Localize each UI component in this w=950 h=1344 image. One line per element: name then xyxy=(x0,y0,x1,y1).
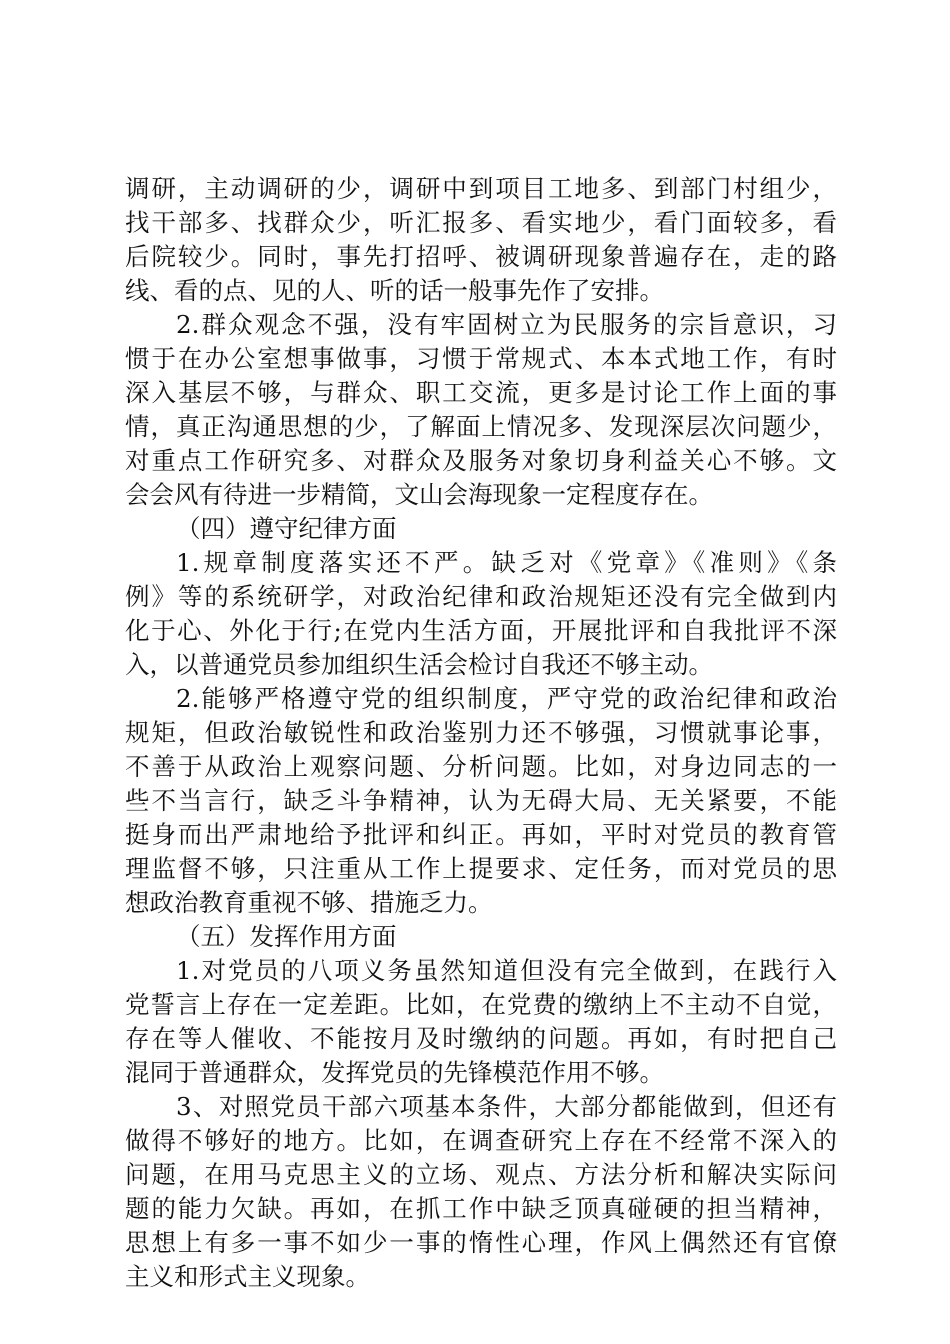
body-line: 深入基层不够，与群众、职工交流，更多是讨论工作上面的事 xyxy=(125,378,837,407)
paragraph-first-line: 1.规章制度落实还不严。缺乏对《党章》《准则》《条 xyxy=(176,548,837,577)
body-line: 调研，主动调研的少，调研中到项目工地多、到部门村组少， xyxy=(125,174,837,203)
paragraph-first-line: 2.能够严格遵守党的组织制度，严守党的政治纪律和政治 xyxy=(176,684,837,713)
section-heading: （四）遵守纪律方面 xyxy=(176,514,397,543)
body-line: 思想上有多一事不如少一事的惰性心理，作风上偶然还有官僚 xyxy=(125,1228,837,1257)
body-line: 题的能力欠缺。再如，在抓工作中缺乏顶真碰硬的担当精神， xyxy=(125,1194,837,1223)
paragraph-first-line: 3、对照党员干部六项基本条件，大部分都能做到，但还有 xyxy=(176,1092,837,1121)
body-line: 对重点工作研究多、对群众及服务对象切身利益关心不够。文 xyxy=(125,446,837,475)
body-line: 规矩，但政治敏锐性和政治鉴别力还不够强，习惯就事论事， xyxy=(125,718,837,747)
body-line: 做得不够好的地方。比如，在调查研究上存在不经常不深入的 xyxy=(125,1126,837,1155)
body-line: 线、看的点、见的人、听的话一般事先作了安排。 xyxy=(125,276,664,305)
body-line: 些不当言行，缺乏斗争精神，认为无碍大局、无关紧要，不能 xyxy=(125,786,837,815)
body-line: 不善于从政治上观察问题、分析问题。比如，对身边同志的一 xyxy=(125,752,837,781)
body-line: 例》等的系统研学，对政治纪律和政治规矩还没有完全做到内 xyxy=(125,582,837,611)
paragraph-first-line: 1.对党员的八项义务虽然知道但没有完全做到，在践行入 xyxy=(176,956,837,985)
body-line: 找干部多、找群众少，听汇报多、看实地少，看门面较多，看 xyxy=(125,208,837,237)
body-line: 挺身而出严肃地给予批评和纠正。再如，平时对党员的教育管 xyxy=(125,820,837,849)
body-line: 主义和形式主义现象。 xyxy=(125,1262,370,1291)
body-line: 问题，在用马克思主义的立场、观点、方法分析和解决实际问 xyxy=(125,1160,837,1189)
body-line: 想政治教育重视不够、措施乏力。 xyxy=(125,888,493,917)
body-line: 党誓言上存在一定差距。比如，在党费的缴纳上不主动不自觉， xyxy=(125,990,837,1019)
body-line: 惯于在办公室想事做事，习惯于常规式、本本式地工作，有时 xyxy=(125,344,837,373)
section-heading: （五）发挥作用方面 xyxy=(176,922,397,951)
body-line: 入，以普通党员参加组织生活会检讨自我还不够主动。 xyxy=(125,650,713,679)
body-line: 后院较少。同时，事先打招呼、被调研现象普遍存在，走的路 xyxy=(125,242,837,271)
paragraph-first-line: 2.群众观念不强，没有牢固树立为民服务的宗旨意识，习 xyxy=(176,310,837,339)
body-line: 会会风有待进一步精简，文山会海现象一定程度存在。 xyxy=(125,480,713,509)
body-line: 化于心、外化于行;在党内生活方面，开展批评和自我批评不深 xyxy=(125,616,837,645)
body-line: 混同于普通群众，发挥党员的先锋模范作用不够。 xyxy=(125,1058,664,1087)
body-line: 存在等人催收、不能按月及时缴纳的问题。再如，有时把自己 xyxy=(125,1024,837,1053)
body-line: 理监督不够，只注重从工作上提要求、定任务，而对党员的思 xyxy=(125,854,837,883)
body-line: 情，真正沟通思想的少，了解面上情况多、发现深层次问题少， xyxy=(125,412,837,441)
